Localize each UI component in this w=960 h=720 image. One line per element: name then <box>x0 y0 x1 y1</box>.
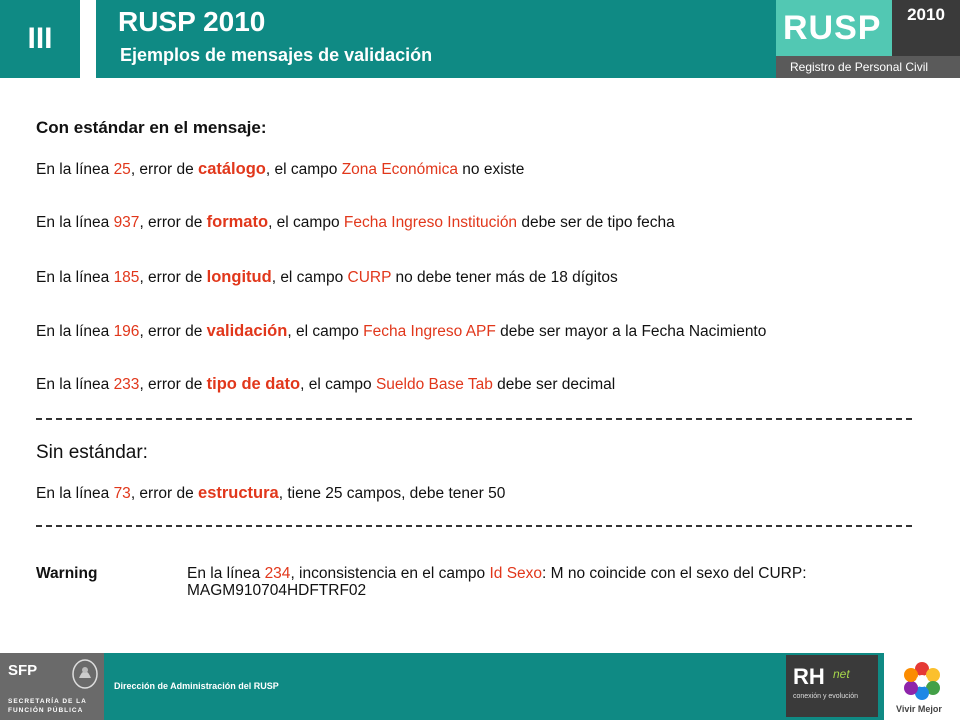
text: debe ser mayor a la Fecha Nacimiento <box>495 323 767 340</box>
text: En la línea <box>36 269 114 286</box>
text: , el campo <box>271 269 348 286</box>
with-standard-heading: Con estándar en el mensaje: <box>36 118 267 137</box>
field-name: CURP <box>347 269 392 286</box>
line-number: 233 <box>113 376 140 393</box>
text: En la línea <box>36 214 114 231</box>
footer-text: Dirección de Administración del RUSP <box>114 681 279 691</box>
flower-icon <box>902 661 942 701</box>
error-type: validación <box>206 322 288 340</box>
message-line <box>36 322 766 341</box>
line-number: 185 <box>113 269 140 286</box>
error-type: catálogo <box>198 160 266 178</box>
vivir-mejor-text: Vivir Mejor <box>896 704 942 714</box>
text: , el campo <box>265 161 342 178</box>
text: no debe tener más de 18 dígitos <box>391 269 618 286</box>
error-type: estructura <box>198 484 279 502</box>
text: , error de <box>139 214 207 231</box>
footer <box>0 653 960 720</box>
error-type: formato <box>206 213 269 231</box>
text: , error de <box>139 323 207 340</box>
rhnet-logo-rh: RH <box>793 664 825 689</box>
message-line <box>36 268 618 287</box>
without-standard-heading: Sin estándar: <box>36 442 148 463</box>
text: , tiene 25 campos, debe tener 50 <box>278 485 506 502</box>
sfp-caption-line: FUNCIÓN PÚBLICA <box>8 707 84 714</box>
text: : M no coincide con el sexo del CURP: MAGM910704HDFTRF02 <box>187 565 807 599</box>
text: En la línea <box>36 161 114 178</box>
warning-label: Warning <box>36 565 98 582</box>
title-box <box>96 0 776 78</box>
error-type: longitud <box>206 268 272 286</box>
line-number: 196 <box>113 323 140 340</box>
text: En la línea <box>36 485 114 502</box>
sfp-caption-line: SECRETARÍA DE LA <box>8 698 87 705</box>
line-number: 25 <box>113 161 131 178</box>
field-name: Id Sexo <box>489 565 543 582</box>
line-number: 937 <box>113 214 140 231</box>
text: , error de <box>139 269 207 286</box>
rusp-logo-year: 2010 <box>892 0 960 56</box>
text: En la línea <box>36 376 114 393</box>
line-number: 73 <box>113 485 131 502</box>
rusp-logo <box>776 0 960 78</box>
rusp-logo-caption: Registro de Personal Civil <box>776 56 960 78</box>
dashed-divider <box>36 418 912 420</box>
field-name: Zona Económica <box>341 161 458 178</box>
page-subtitle: Ejemplos de mensajes de validación <box>120 45 433 65</box>
warning-message <box>187 565 887 599</box>
text: no existe <box>458 161 525 178</box>
text: , error de <box>130 161 199 178</box>
text: , el campo <box>268 214 344 231</box>
message-line <box>36 484 505 503</box>
text: , el campo <box>287 323 364 340</box>
sfp-logo-text: SFP <box>8 662 38 679</box>
sfp-logo-caption <box>8 697 87 715</box>
rhnet-logo-caption: conexión y evolución <box>793 693 858 700</box>
message-line <box>36 160 524 179</box>
dashed-divider <box>36 525 912 527</box>
text: , inconsistencia en el campo <box>290 565 490 582</box>
rhnet-logo-net: net <box>833 667 850 681</box>
field-name: Sueldo Base Tab <box>375 376 493 393</box>
vivir-mejor-logo <box>884 653 960 720</box>
line-number: 234 <box>264 565 291 582</box>
text: , error de <box>130 485 199 502</box>
text: , error de <box>139 376 207 393</box>
message-line <box>36 375 615 394</box>
mexico-seal-icon <box>70 656 100 692</box>
text: , el campo <box>300 376 376 393</box>
page-title: RUSP 2010 <box>118 6 266 37</box>
rusp-logo-text: RUSP <box>783 9 882 47</box>
section-number: III <box>0 0 80 78</box>
error-type: tipo de dato <box>206 375 301 393</box>
field-name: Fecha Ingreso APF <box>363 323 496 340</box>
text: debe ser decimal <box>492 376 616 393</box>
rhnet-logo <box>786 655 878 717</box>
rusp-logo-block <box>776 0 892 56</box>
field-name: Fecha Ingreso Institución <box>343 214 518 231</box>
text: En la línea <box>36 323 114 340</box>
text: En la línea <box>187 565 265 582</box>
sfp-logo <box>0 653 104 720</box>
header <box>0 0 960 78</box>
text: debe ser de tipo fecha <box>517 214 675 231</box>
message-line <box>36 213 675 232</box>
